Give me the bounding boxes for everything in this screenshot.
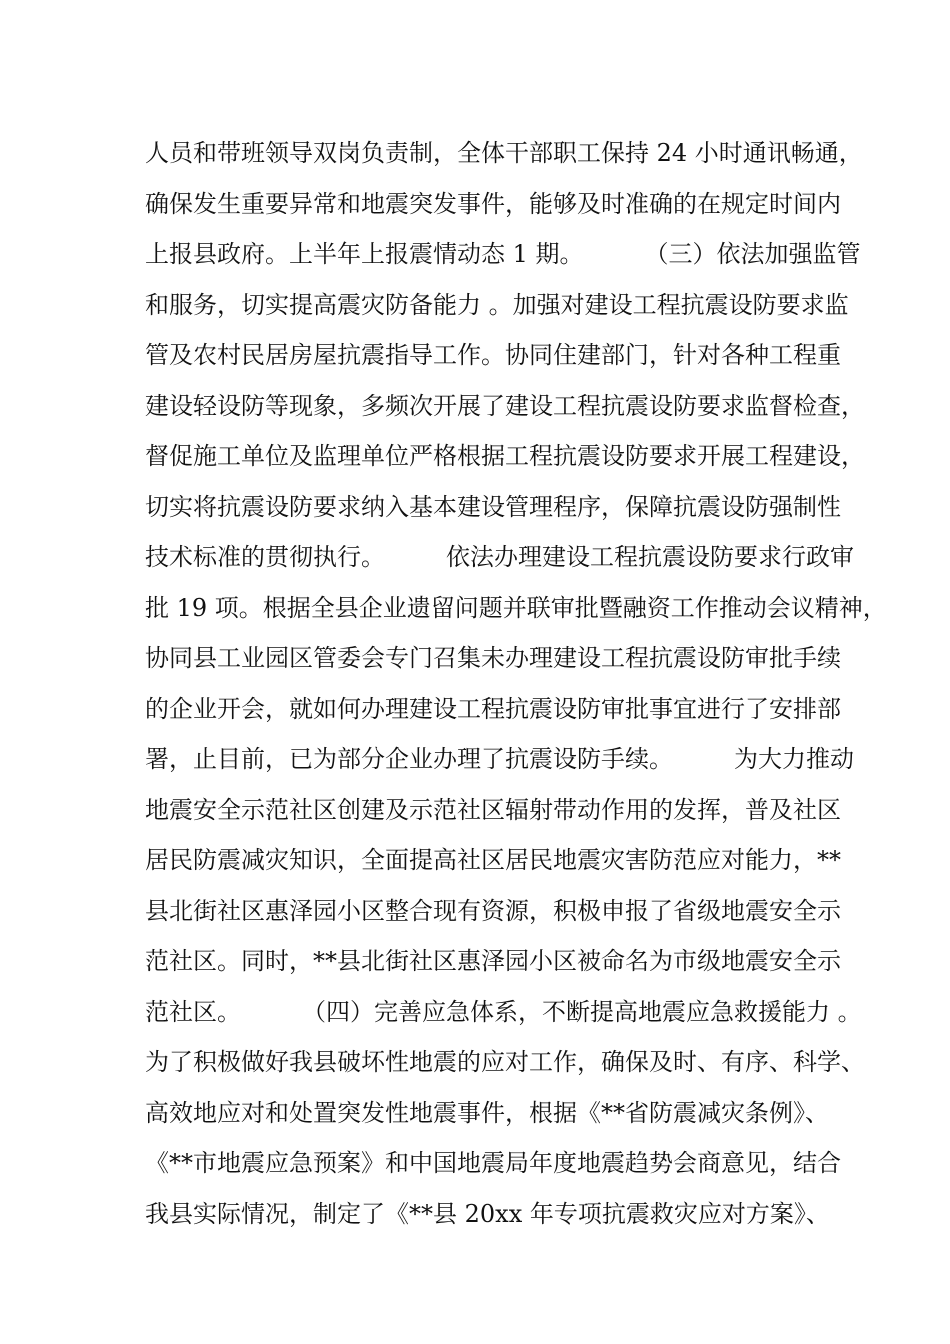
text-line: 的企业开会，就如何办理建设工程抗震设防审批事宜进行了安排部: [145, 694, 841, 723]
text-line: 人员和带班领导双岗负责制，全体干部职工保持 24 小时通讯畅通，: [145, 139, 863, 167]
text-line: 切实将抗震设防要求纳入基本建设管理程序，保障抗震设防强制性: [145, 492, 841, 521]
text-line: 县北街社区惠泽园小区整合现有资源，积极申报了省级地震安全示: [145, 896, 841, 925]
text-line: 居民防震减灾知识，全面提高社区居民地震灾害防范应对能力，**: [145, 846, 841, 874]
text-line: 管及农村民居房屋抗震指导工作。协同住建部门，针对各种工程重: [145, 341, 841, 369]
text-line: 建设轻设防等现象，多频次开展了建设工程抗震设防要求监督检查，: [145, 391, 865, 420]
text-line: 督促施工单位及监理单位严格根据工程抗震设防要求开展工程建设，: [145, 442, 865, 470]
text-line: 批 19 项。根据全县企业遗留问题并联审批暨融资工作推动会议精神，: [145, 593, 887, 622]
text-line: 协同县工业园区管委会专门召集未办理建设工程抗震设防审批手续: [145, 644, 841, 672]
text-line: 署，止目前，已为部分企业办理了抗震设防手续。 为大力推动: [145, 745, 855, 773]
text-line: 地震安全示范社区创建及示范社区辐射带动作用的发挥，普及社区: [145, 795, 841, 824]
text-line: 范社区。同时，**县北街社区惠泽园小区被命名为市级地震安全示: [145, 947, 841, 975]
text-line: 高效地应对和处置突发性地震事件，根据《**省防震减灾条例》、: [145, 1098, 829, 1127]
text-line: 我县实际情况，制定了《**县 20xx 年专项抗震救灾应对方案》、: [145, 1199, 830, 1228]
text-line: 为了积极做好我县破坏性地震的应对工作，确保及时、有序、科学、: [145, 1048, 865, 1076]
text-line: 《**市地震应急预案》和中国地震局年度地震趋势会商意见，结合: [145, 1149, 841, 1177]
text-line: 确保发生重要异常和地震突发事件，能够及时准确的在规定时间内: [145, 189, 841, 218]
text-line: 上报县政府。上半年上报震情动态 1 期。 （三）依法加强监管: [145, 240, 861, 268]
text-line: 和服务，切实提高震灾防备能力 。加强对建设工程抗震设防要求监: [145, 290, 849, 319]
text-line: 技术标准的贯彻执行。 依法办理建设工程抗震设防要求行政审: [145, 543, 855, 571]
body-text: [145, 128, 887, 1239]
text-line: 范社区。 （四）完善应急体系，不断提高地震应急救援能力 。: [145, 997, 862, 1026]
